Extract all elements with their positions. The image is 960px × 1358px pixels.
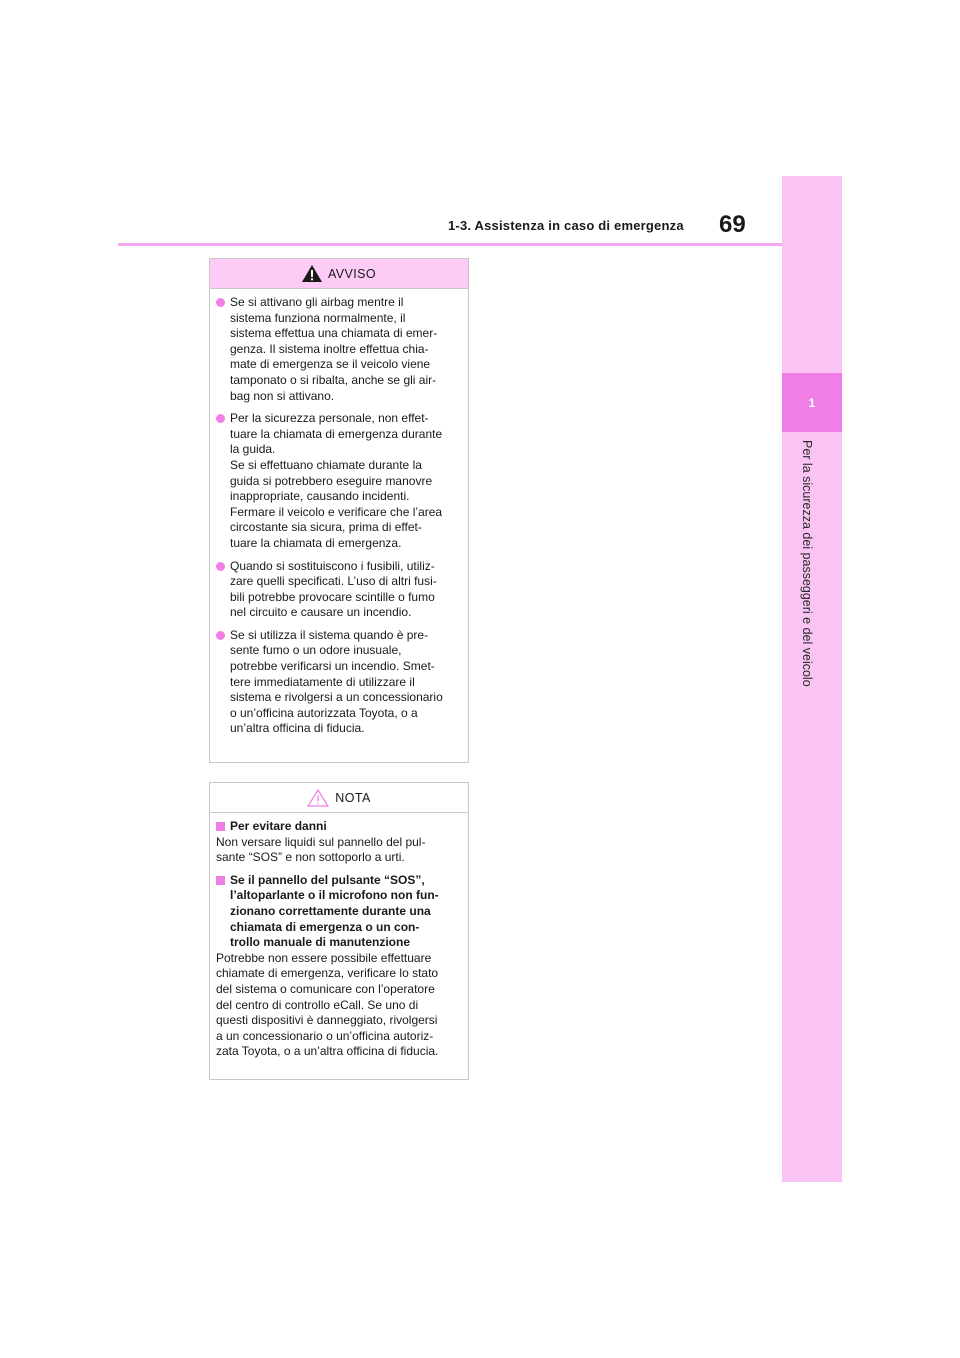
note-box-body xyxy=(210,813,468,1060)
section-title: 1-3. Assistenza in caso di emergenza xyxy=(448,218,684,233)
chapter-title: Per la sicurezza dei passeggeri e del veicolo xyxy=(800,440,814,687)
note-text: Potrebbe non essere possibile effettuare chiamate di emergenza, verificare lo stato del sistema o comunicare con l’operatore del centro di controllo eCall. Se uno di questi dispositivi è danneggiato, rivolgersi a un concessionario o un’officina autoriz- zata Toyota, o a un’altra officina di fiducia. xyxy=(216,950,439,1059)
bullet-square-icon xyxy=(216,876,225,885)
bullet-circle-icon xyxy=(216,562,225,571)
warning-box-body xyxy=(210,289,468,737)
warning-box-header xyxy=(210,259,468,289)
note-heading-text: Per evitare danni xyxy=(230,819,327,833)
warning-box xyxy=(209,258,469,763)
bullet-circle-icon xyxy=(216,631,225,640)
note-box xyxy=(209,782,469,1080)
warning-item-text: Se si attivano gli airbag mentre il sistema funziona normalmente, il sistema effettua una chiamata di emer- genza. Il sistema inoltre effettua chia- mate di emergenza se il veicolo viene tamponato o si ribalta, anche se gli air- bag non si attivano. xyxy=(230,295,438,403)
warning-item xyxy=(216,628,462,737)
note-heading xyxy=(216,819,462,835)
chapter-number-tab: 1 xyxy=(782,373,842,432)
note-box-title: NOTA xyxy=(335,790,371,805)
note-heading-text: Se il pannello del pulsante “SOS”, l’altoparlante o il microfono non fun- zionano correttamente durante una chiamata di emergenza o un con- trollo manuale di manutenzione xyxy=(230,872,439,950)
warning-item-text: Quando si sostituiscono i fusibili, utiliz- zare quelli specificati. L’uso di altri fusi- bili potrebbe provocare scintille o fumo nel circuito e causare un incendio. xyxy=(230,558,437,620)
warning-item xyxy=(216,411,462,551)
note-text: Non versare liquidi sul pannello del pul- sante “SOS” e non sottoporlo a urti. xyxy=(216,834,426,865)
warning-triangle-icon xyxy=(302,265,322,282)
warning-item-text: Se si utilizza il sistema quando è pre- sente fumo o un odore inusuale, potrebbe verificarsi un incendio. Smet- tere immediatamente di utilizzare il sistema e rivolgersi a un concessionario o un’officina autorizzata Toyota, o a un’altra officina di fiducia. xyxy=(230,627,443,736)
warning-box-title: AVVISO xyxy=(327,266,377,281)
page-number: 69 xyxy=(719,211,746,238)
bullet-square-icon xyxy=(216,822,225,831)
note-heading xyxy=(216,873,462,951)
note-section xyxy=(216,873,462,1060)
bullet-circle-icon xyxy=(216,414,225,423)
note-box-header xyxy=(210,783,468,813)
warning-item xyxy=(216,559,462,621)
bullet-circle-icon xyxy=(216,298,225,307)
caution-triangle-outline-icon xyxy=(307,789,329,807)
header-rule xyxy=(118,243,782,246)
note-section xyxy=(216,819,462,866)
warning-item-text: Per la sicurezza personale, non effet- tuare la chiamata di emergenza durante la guida. Se si effettuano chiamate durante la guida si potrebbero eseguire manovre inappropriate, causando incidenti. Fermare il veicolo e verificare che l’area circostante sia sicura, prima di effet- tuare la chiamata di emergenza. xyxy=(230,411,443,550)
warning-item xyxy=(216,295,462,404)
